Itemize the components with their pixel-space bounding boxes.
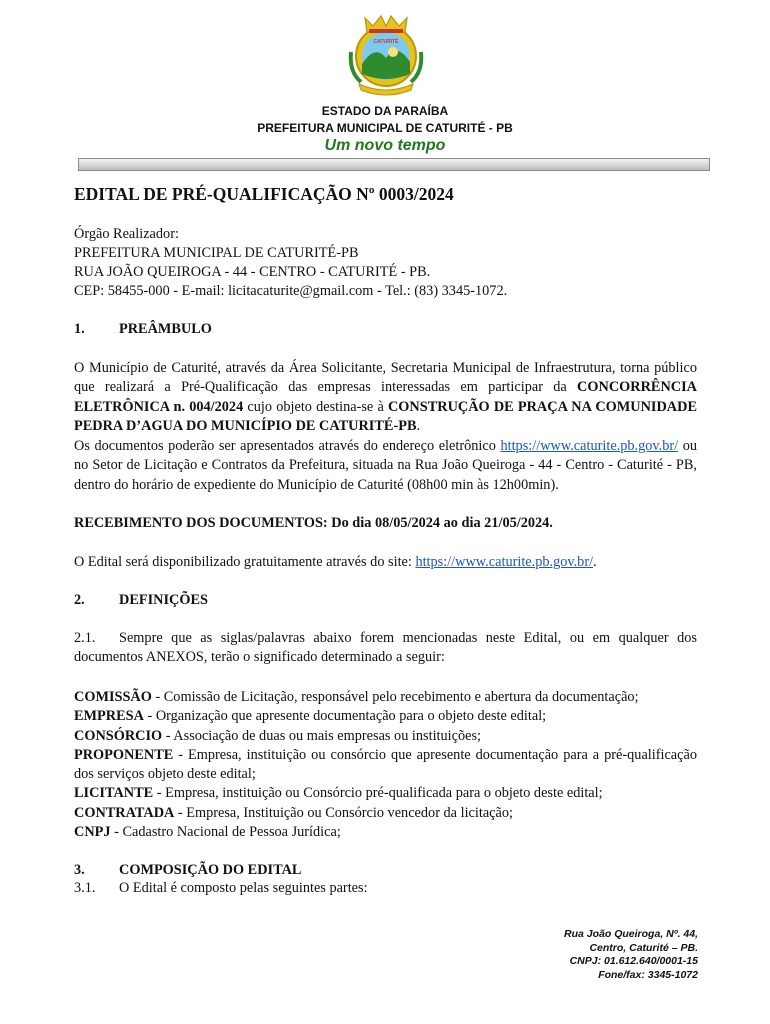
municipal-crest-logo xyxy=(345,12,427,96)
definition-term: COMISSÃO xyxy=(74,689,152,705)
section-3-title: COMPOSIÇÃO DO EDITAL xyxy=(119,862,302,878)
preamble-text-a: O Município de Caturité, através da Área Solicitante, Secretaria Municipal de Infraestrutura, torna público que realizará a Pré-Qualificação das empresas interessadas em participar da xyxy=(74,360,697,396)
footer-address xyxy=(564,928,698,982)
definitions-intro xyxy=(74,629,697,668)
definition-item xyxy=(74,784,697,803)
receipt-period: RECEBIMENTO DOS DOCUMENTOS: Do dia 08/05/2024 ao dia 21/05/2024. xyxy=(74,515,553,531)
footer-cnpj: CNPJ: 01.612.640/0001-15 xyxy=(569,955,698,968)
definitions-list xyxy=(74,688,697,842)
footer-street: Rua João Queiroga, Nº. 44, xyxy=(564,928,698,940)
item-2-1-text: Sempre que as siglas/palavras abaixo forem mencionadas neste Edital, ou em qualquer dos documentos ANEXOS, terão o significado determinado a seguir: xyxy=(74,630,697,666)
footer-phone: Fone/fax: 3345-1072 xyxy=(598,968,698,981)
definition-term: LICITANTE xyxy=(74,785,154,802)
portal-link[interactable]: https://www.caturite.pb.gov.br/ xyxy=(500,438,679,454)
definition-term: EMPRESA xyxy=(74,708,144,725)
section-3-number: 3. xyxy=(74,862,85,878)
item-2-1-number: 2.1. xyxy=(74,630,96,646)
preamble-paragraph xyxy=(74,359,697,436)
section-2-heading xyxy=(74,592,208,609)
preamble-object: CONSTRUÇÃO DE PRAÇA NA COMUNIDADE PEDRA D’AGUA DO MUNICÍPIO DE CATURITÉ-PB xyxy=(74,398,697,434)
definition-description: - Cadastro Nacional de Pessoa Jurídica; xyxy=(110,824,341,841)
availability-line xyxy=(74,553,597,572)
organ-address: RUA JOÃO QUEIROGA - 44 - CENTRO - CATURITÉ - PB. xyxy=(74,264,431,280)
preamble-text-e: . xyxy=(416,417,421,434)
documents-text-b: ou no Setor de Licitação e Contratos da Prefeitura, situada na Rua João Queiroga - 44 - Centro - Caturité - PB, dentro do horário de expediente do Município de Caturité (08h00 min às 12h00min). xyxy=(74,438,697,493)
definition-description: - Empresa, instituição ou Consórcio pré-qualificada para o objeto deste edital; xyxy=(153,785,603,802)
definition-item xyxy=(74,727,697,746)
definition-term: PROPONENTE xyxy=(74,746,174,763)
state-name: ESTADO DA PARAÍBA xyxy=(321,104,449,118)
item-3-1-number: 3.1. xyxy=(74,880,96,896)
prefecture-name: PREFEITURA MUNICIPAL DE CATURITÉ - PB xyxy=(257,121,513,135)
definition-item xyxy=(74,688,697,707)
section-1-heading xyxy=(74,321,212,338)
definition-description: - Comissão de Licitação, responsável pelo recebimento e abertura da documentação; xyxy=(151,689,639,705)
definition-description: - Empresa, instituição ou consórcio que apresente documentação para a pré-qualificação dos serviços objeto deste edital; xyxy=(74,746,697,783)
header-divider xyxy=(78,158,710,171)
section-2-number: 2. xyxy=(74,592,85,608)
definition-term: CONTRATADA xyxy=(74,804,175,821)
documents-text-a: Os documentos poderão ser apresentados através do endereço eletrônico xyxy=(74,438,501,454)
definition-description: - Associação de duas ou mais empresas ou instituições; xyxy=(162,727,482,744)
availability-end: . xyxy=(593,554,597,570)
document-title: EDITAL DE PRÉ-QUALIFICAÇÃO Nº 0003/2024 xyxy=(74,184,454,204)
availability-text: O Edital será disponibilizado gratuitamente através do site: xyxy=(74,554,416,570)
availability-link[interactable]: https://www.caturite.pb.gov.br/ xyxy=(415,554,594,570)
definition-description: - Empresa, Instituição ou Consórcio vencedor da licitação; xyxy=(174,804,513,821)
definition-item xyxy=(74,823,697,842)
preamble-text-c: cujo objeto destina-se à xyxy=(243,398,388,415)
section-3-heading xyxy=(74,862,301,879)
footer-city: Centro, Caturité – PB. xyxy=(589,941,698,954)
section-1-title: PREÂMBULO xyxy=(119,321,212,337)
definition-item xyxy=(74,707,697,726)
organ-name: PREFEITURA MUNICIPAL DE CATURITÉ-PB xyxy=(74,245,359,261)
preamble-bid-number: CONCORRÊNCIA ELETRÔNICA n. 004/2024 xyxy=(74,379,697,415)
definition-item xyxy=(74,804,697,823)
item-3-1 xyxy=(74,880,368,897)
crest-label: CATURITÉ xyxy=(373,39,399,45)
documents-paragraph xyxy=(74,437,697,495)
item-3-1-text: O Edital é composto pelas seguintes partes: xyxy=(119,880,368,896)
definition-term: CONSÓRCIO xyxy=(74,727,163,744)
organ-label: Órgão Realizador: xyxy=(74,226,179,242)
definition-description: - Organização que apresente documentação para o objeto deste edital; xyxy=(143,708,547,725)
section-2-title: DEFINIÇÕES xyxy=(119,592,208,608)
slogan: Um novo tempo xyxy=(324,137,446,154)
definition-term: CNPJ xyxy=(74,824,111,841)
definition-item xyxy=(74,746,697,785)
organ-contact: CEP: 58455-000 - E-mail: licitacaturite@gmail.com - Tel.: (83) 3345-1072. xyxy=(74,283,508,299)
section-1-number: 1. xyxy=(74,321,85,337)
